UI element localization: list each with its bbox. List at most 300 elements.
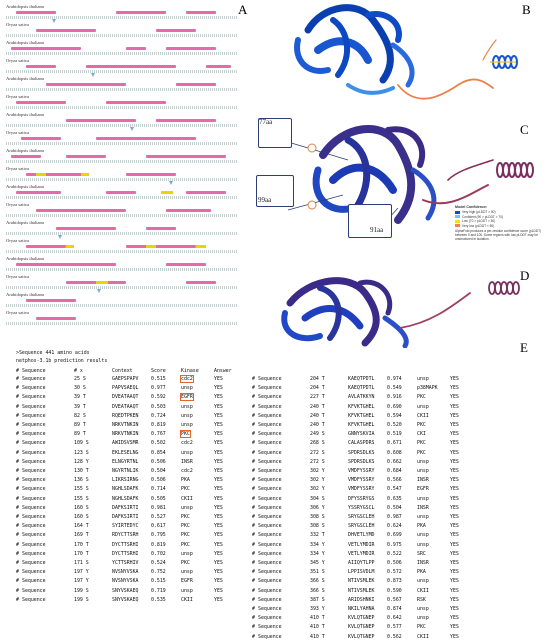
- netphos-cell: DYCTTSRHI: [112, 550, 139, 557]
- netphos-cell: 169 T: [74, 532, 89, 539]
- helix-bar: [166, 263, 206, 266]
- netphos-row: [252, 615, 484, 621]
- netphos-cell: YES: [214, 440, 223, 447]
- netphos-cell: YES: [450, 615, 459, 622]
- netphos-cell: YCTTSRHIV: [112, 560, 139, 566]
- netphos-cell: DFYSSRYGS: [348, 495, 375, 502]
- netphos-cell: 0.624: [387, 523, 402, 530]
- netphos-cell: INSR: [417, 477, 429, 484]
- netphos-cell: 0.819: [151, 541, 166, 548]
- netphos-cell: 332 T: [310, 532, 325, 539]
- netphos-header-1: >Sequence 441 amino acids: [16, 350, 90, 356]
- species-label: Oryza sativa: [6, 130, 30, 135]
- netphos-cell: 0.690: [387, 403, 402, 410]
- netphos-cell: 410 T: [310, 615, 325, 622]
- netphos-cell: 0.662: [387, 458, 402, 465]
- netphos-cell: PKC: [417, 440, 426, 447]
- netphos-row: [16, 477, 248, 483]
- helix-bar: [16, 11, 56, 14]
- netphos-cell: SRYGSCLEH: [348, 514, 375, 520]
- netphos-cell: 0.714: [151, 486, 166, 493]
- netphos-cell: YES: [450, 523, 459, 530]
- netphos-cell: #: [252, 532, 255, 539]
- netphos-cell: 0.752: [151, 569, 166, 576]
- netphos-row: [252, 523, 484, 529]
- legend-item-label: Low (70 > pLDDT > 50): [462, 219, 496, 224]
- panel-label-a: A: [238, 2, 248, 17]
- netphos-row: [16, 505, 248, 511]
- netphos-row: [16, 459, 248, 465]
- sequence-residues: [6, 322, 238, 325]
- netphos-cell: 0.535: [151, 596, 166, 603]
- netphos-cell: unsp: [417, 514, 429, 520]
- legend-title: Model Confidence:: [455, 205, 488, 209]
- netphos-row: [252, 560, 484, 566]
- callout-label-77aa: 77aa: [259, 118, 273, 126]
- netphos-cell: 0.719: [151, 587, 166, 594]
- helix-bar: [66, 155, 106, 158]
- netphos-cell: RDYCTTSRH: [112, 532, 139, 539]
- netphos-cell: YES: [450, 569, 459, 576]
- netphos-cell: #: [252, 569, 255, 576]
- netphos-cell: LIKRSIRNG: [112, 477, 139, 484]
- netphos-cell: Sequence: [258, 449, 282, 456]
- helix-bar: [16, 263, 116, 266]
- netphos-row: [252, 551, 484, 557]
- helix-bar: [166, 47, 216, 50]
- netphos-row: [252, 505, 484, 511]
- netphos-cell: #: [252, 633, 255, 640]
- alignment-row: [2, 310, 240, 328]
- alignment-row: [2, 148, 240, 166]
- netphos-cell: #: [16, 422, 19, 428]
- netphos-cell: SPDRSDLKS: [348, 458, 375, 465]
- alignment-row: [2, 130, 240, 148]
- netphos-cell: 240 T: [310, 422, 325, 428]
- netphos-row: [252, 394, 484, 400]
- netphos-cell: 0.527: [151, 514, 166, 520]
- netphos-cell: DYCTTSRHI: [112, 541, 139, 548]
- netphos-cell: 0.522: [387, 550, 402, 557]
- netphos-cell: Sequence: [22, 550, 46, 557]
- sequence-residues: [6, 142, 238, 145]
- sequence-residues: [6, 196, 238, 199]
- netphos-header-2: netphos-3.1b prediction results: [16, 358, 108, 364]
- netphos-cell: 0.567: [387, 596, 402, 603]
- netphos-results-panel: [16, 346, 546, 640]
- netphos-cell: CKII: [181, 596, 193, 603]
- netphos-cell: 160 S: [74, 504, 89, 511]
- netphos-row: [252, 606, 484, 612]
- netphos-cell: GNNYSKVIA: [348, 431, 375, 438]
- netphos-cell: YES: [450, 541, 459, 548]
- alignment-row: [2, 4, 240, 22]
- netphos-cell: Sequence: [22, 495, 46, 502]
- alignment-row: [2, 256, 240, 274]
- netphos-cell: ELNGYRTNL: [112, 458, 139, 465]
- netphos-cell: EGFR: [417, 486, 429, 493]
- netphos-row: [16, 422, 248, 428]
- netphos-cell: YES: [214, 458, 223, 465]
- netphos-cell: 302 Y: [310, 486, 325, 493]
- netphos-cell: 393 Y: [310, 606, 325, 612]
- netphos-cell: YES: [450, 422, 459, 428]
- netphos-cell: AVLATKKYN: [348, 394, 375, 401]
- netphos-cell: Sequence: [258, 468, 282, 474]
- netphos-cell: Sequence: [258, 440, 282, 447]
- netphos-cell: unsp: [417, 606, 429, 612]
- netphos-cell: #: [16, 403, 19, 410]
- netphos-cell: YES: [450, 532, 459, 539]
- col-kinase: Kinase: [181, 368, 199, 374]
- callout-label-91aa: 91aa: [370, 226, 384, 234]
- netphos-cell: unsp: [417, 376, 429, 382]
- netphos-cell: YES: [214, 449, 223, 456]
- strand-bar: [36, 173, 46, 176]
- netphos-cell: 39 T: [74, 403, 86, 410]
- netphos-cell: unsp: [417, 578, 429, 585]
- netphos-row: [252, 624, 484, 630]
- sequence-residues: [6, 268, 238, 271]
- netphos-cell: YES: [450, 394, 459, 401]
- netphos-row: [252, 422, 484, 428]
- netphos-cell: SNYVSKAEQ: [112, 596, 139, 603]
- species-label: Oryza sativa: [6, 238, 30, 243]
- netphos-cell: unsp: [181, 403, 193, 410]
- netphos-cell: YES: [450, 606, 459, 612]
- netphos-cell: Sequence: [258, 477, 282, 484]
- netphos-cell: NTIVSMLEK: [348, 578, 375, 585]
- netphos-cell: 0.572: [387, 569, 402, 576]
- netphos-cell: Sequence: [22, 468, 46, 474]
- netphos-cell: 0.506: [151, 477, 166, 484]
- netphos-cell: 197 Y: [74, 569, 89, 576]
- netphos-cell: YES: [214, 422, 223, 428]
- netphos-cell: 0.702: [151, 550, 166, 557]
- netphos-cell: 0.767: [151, 431, 166, 438]
- netphos-cell: DVEATAAQT: [112, 394, 139, 401]
- species-label: Oryza sativa: [6, 22, 30, 27]
- netphos-cell: Sequence: [258, 412, 282, 419]
- netphos-cell: 272 S: [310, 449, 325, 456]
- netphos-cell: unsp: [181, 504, 193, 511]
- species-label: Arabidopsis thaliana: [6, 220, 44, 225]
- netphos-cell: Sequence: [22, 569, 46, 576]
- netphos-cell: KFVKTGHEL: [348, 412, 375, 419]
- netphos-cell: #: [252, 486, 255, 493]
- netphos-cell: Sequence: [258, 541, 282, 548]
- netphos-cell: unsp: [181, 385, 193, 392]
- netphos-cell: 204 T: [310, 385, 325, 392]
- netphos-row: [252, 440, 484, 446]
- netphos-cell: 39 T: [74, 394, 86, 401]
- netphos-cell: 82 S: [74, 412, 86, 419]
- netphos-row: [16, 376, 248, 382]
- netphos-cell: YES: [450, 624, 459, 631]
- netphos-row: [16, 514, 248, 520]
- netphos-cell: 0.916: [387, 394, 402, 401]
- netphos-cell: Sequence: [258, 587, 282, 594]
- netphos-cell: YES: [450, 578, 459, 585]
- netphos-cell: Sequence: [22, 431, 46, 438]
- netphos-cell: YES: [450, 458, 459, 465]
- netphos-cell: #: [252, 431, 255, 438]
- helix-bar: [21, 137, 61, 140]
- netphos-cell: YES: [450, 495, 459, 502]
- netphos-row: [252, 477, 484, 483]
- netphos-cell: 0.547: [387, 486, 402, 493]
- helix-bar: [126, 173, 176, 176]
- netphos-cell: #: [252, 514, 255, 520]
- netphos-cell: 136 S: [74, 477, 89, 484]
- netphos-cell: 0.977: [151, 385, 166, 392]
- netphos-cell: 0.590: [387, 587, 402, 594]
- netphos-cell: YES: [450, 486, 459, 493]
- netphos-row: [252, 459, 484, 465]
- netphos-cell: PKC: [181, 514, 190, 520]
- netphos-cell: YES: [450, 596, 459, 603]
- netphos-cell: CALASPDRS: [348, 440, 375, 447]
- netphos-cell: 0.566: [387, 477, 402, 484]
- helix-bar: [56, 227, 116, 230]
- strand-bar: [196, 245, 206, 248]
- netphos-cell: #: [252, 449, 255, 456]
- netphos-cell: YES: [450, 560, 459, 566]
- netphos-row: [16, 560, 248, 566]
- helix-bar: [96, 137, 196, 140]
- netphos-cell: 199 S: [74, 587, 89, 594]
- alignment-row: [2, 238, 240, 256]
- alignment-row: [2, 40, 240, 58]
- netphos-cell: 164 T: [74, 523, 89, 530]
- netphos-cell: #: [16, 431, 19, 438]
- helix-bar: [176, 83, 216, 86]
- netphos-cell: NVSNYVSKA: [112, 578, 139, 585]
- legend-note: AlphaFold produces a per-residue confidence score (pLDDT) between 0 and 100. Some regions with low pLDDT may be unstructured in isolation.: [455, 229, 542, 241]
- netphos-cell: Sequence: [258, 596, 282, 603]
- sequence-residues: [6, 124, 238, 127]
- netphos-cell: #: [16, 514, 19, 520]
- netphos-cell: 306 Y: [310, 504, 325, 511]
- netphos-cell: YES: [214, 376, 223, 382]
- netphos-cell: #: [16, 477, 19, 484]
- netphos-cell: Sequence: [22, 486, 46, 493]
- netphos-row: [252, 486, 484, 492]
- col-answer: Answer: [214, 368, 232, 374]
- sequence-residues: [6, 52, 238, 55]
- netphos-cell: DHVETLYMD: [348, 532, 375, 539]
- netphos-cell: Sequence: [22, 422, 46, 428]
- netphos-cell: 160 S: [74, 514, 89, 520]
- netphos-cell: #: [252, 624, 255, 631]
- netphos-cell: PKC: [181, 486, 190, 493]
- netphos-cell: GAEPSPAPV: [112, 376, 139, 382]
- netphos-cell: DVEATAAQT: [112, 403, 139, 410]
- netphos-cell: NGHLSDAFK: [112, 486, 139, 493]
- netphos-cell: #: [16, 532, 19, 539]
- netphos-cell: unsp: [417, 541, 429, 548]
- netphos-cell: 0.795: [151, 532, 166, 539]
- netphos-cell: YES: [214, 569, 223, 576]
- alignment-row: [2, 220, 240, 238]
- panel-label-b: B: [522, 2, 531, 17]
- alignment-row: [2, 274, 240, 292]
- helix-bar: [26, 299, 76, 302]
- helix-bar: [156, 119, 216, 122]
- netphos-cell: CKII: [417, 633, 429, 640]
- netphos-cell: #: [252, 578, 255, 585]
- species-label: Oryza sativa: [6, 274, 30, 279]
- netphos-cell: YES: [214, 385, 223, 392]
- alignment-row: [2, 112, 240, 130]
- netphos-row: [252, 634, 484, 640]
- netphos-cell: 0.504: [151, 468, 166, 474]
- netphos-cell: 130 T: [74, 468, 89, 474]
- netphos-cell: YES: [214, 596, 223, 603]
- netphos-cell: Sequence: [22, 532, 46, 539]
- netphos-cell: 302 Y: [310, 468, 325, 474]
- netphos-cell: Sequence: [258, 560, 282, 566]
- netphos-cell: YES: [450, 550, 459, 557]
- netphos-cell: cdc2: [181, 440, 193, 447]
- netphos-cell: 0.699: [387, 532, 402, 539]
- netphos-cell: Sequence: [258, 578, 282, 585]
- netphos-cell: SRYGSCLEH: [348, 523, 375, 530]
- netphos-cell: 304 S: [310, 495, 325, 502]
- netphos-cell: YES: [450, 477, 459, 484]
- netphos-cell: #: [252, 495, 255, 502]
- netphos-cell: 0.506: [151, 458, 166, 465]
- netphos-cell: unsp: [417, 403, 429, 410]
- netphos-cell: 334 Y: [310, 550, 325, 557]
- netphos-cell: 0.592: [151, 394, 166, 401]
- netphos-cell: unsp: [417, 468, 429, 474]
- netphos-row: [16, 597, 248, 603]
- legend-item-label: Very low (pLDDT < 50): [462, 223, 495, 228]
- helix-bar: [156, 29, 196, 32]
- netphos-cell: YES: [450, 431, 459, 438]
- netphos-cell: Sequence: [22, 560, 46, 566]
- netphos-cell: 0.577: [387, 624, 402, 631]
- netphos-row: [16, 532, 248, 538]
- netphos-cell: YES: [214, 514, 223, 520]
- strand-bar: [66, 245, 74, 248]
- netphos-cell: #: [16, 376, 19, 382]
- netphos-cell: 171 S: [74, 560, 89, 566]
- netphos-cell: 0.617: [151, 523, 166, 530]
- netphos-cell: #: [252, 615, 255, 622]
- netphos-cell: 0.671: [387, 440, 402, 447]
- netphos-cell: unsp: [417, 615, 429, 622]
- helix-bar: [116, 11, 166, 14]
- strand-bar: [146, 245, 156, 248]
- helix-bar: [106, 191, 136, 194]
- netphos-cell: SPDRSDLKS: [348, 449, 375, 456]
- callout-label-99aa: 99aa: [258, 196, 272, 204]
- netphos-cell: 387 S: [310, 596, 325, 603]
- netphos-cell: #: [16, 412, 19, 419]
- col-sequence: Sequence: [22, 368, 46, 374]
- netphos-cell: 0.502: [151, 440, 166, 447]
- netphos-cell: PKA: [181, 477, 190, 484]
- alignment-row: [2, 94, 240, 112]
- helix-bar: [11, 47, 81, 50]
- netphos-cell: YES: [214, 587, 223, 594]
- helix-bar: [16, 191, 61, 194]
- netphos-cell: 0.505: [151, 495, 166, 502]
- netphos-cell: #: [252, 440, 255, 447]
- netphos-cell: YES: [450, 468, 459, 474]
- protein-structure-d: [250, 248, 550, 348]
- netphos-cell: 0.594: [387, 412, 402, 419]
- netphos-cell: Sequence: [22, 541, 46, 548]
- helix-bar: [126, 245, 196, 248]
- netphos-cell: 240 T: [310, 412, 325, 419]
- netphos-cell: 0.724: [151, 412, 166, 419]
- netphos-cell: 89 T: [74, 431, 86, 438]
- sequence-residues: [6, 16, 238, 19]
- netphos-cell: CKII: [417, 587, 429, 594]
- netphos-cell: Sequence: [258, 394, 282, 401]
- strand-bar: [81, 173, 89, 176]
- netphos-cell: 170 T: [74, 550, 89, 557]
- netphos-cell: YES: [450, 376, 459, 382]
- netphos-cell: #: [16, 458, 19, 465]
- netphos-cell: Sequence: [258, 422, 282, 428]
- netphos-cell: YES: [450, 403, 459, 410]
- netphos-cell: #: [252, 376, 255, 382]
- species-label: Oryza sativa: [6, 58, 30, 63]
- netphos-cell: 302 Y: [310, 477, 325, 484]
- netphos-cell: PKC: [417, 394, 426, 401]
- netphos-row: [252, 450, 484, 456]
- netphos-cell: RQEDTPKEN: [112, 412, 139, 419]
- netphos-cell: 345 Y: [310, 560, 325, 566]
- netphos-cell: YES: [214, 394, 223, 401]
- sequence-residues: [6, 250, 238, 253]
- netphos-cell: RSK: [417, 596, 426, 603]
- netphos-cell: 204 T: [310, 376, 325, 382]
- netphos-cell: #: [252, 560, 255, 566]
- netphos-cell: 89 T: [74, 422, 86, 428]
- netphos-row: [252, 404, 484, 410]
- netphos-cell: PKC: [181, 431, 190, 438]
- netphos-cell: Sequence: [258, 495, 282, 502]
- netphos-cell: PKA: [417, 569, 426, 576]
- netphos-cell: YES: [450, 633, 459, 640]
- helix-bar: [36, 317, 76, 320]
- netphos-cell: Sequence: [258, 606, 282, 612]
- netphos-cell: 0.519: [387, 431, 402, 438]
- netphos-cell: PKA: [417, 523, 426, 530]
- netphos-cell: YES: [450, 412, 459, 419]
- netphos-cell: Sequence: [258, 458, 282, 465]
- netphos-cell: 0.503: [151, 403, 166, 410]
- helix-bar: [26, 173, 86, 176]
- netphos-cell: YES: [214, 532, 223, 539]
- netphos-cell: 0.515: [151, 376, 166, 382]
- netphos-cell: Sequence: [22, 449, 46, 456]
- helix-bar: [166, 209, 211, 212]
- netphos-cell: NRKVTNKIN: [112, 431, 139, 438]
- netphos-cell: VETLYMDIR: [348, 550, 375, 557]
- netphos-cell: #: [16, 560, 19, 566]
- netphos-cell: 0.874: [387, 606, 402, 612]
- netphos-cell: Sequence: [258, 376, 282, 382]
- netphos-cell: YES: [214, 550, 223, 557]
- netphos-cell: NVSNYVSKA: [112, 569, 139, 576]
- alignment-row: [2, 184, 240, 202]
